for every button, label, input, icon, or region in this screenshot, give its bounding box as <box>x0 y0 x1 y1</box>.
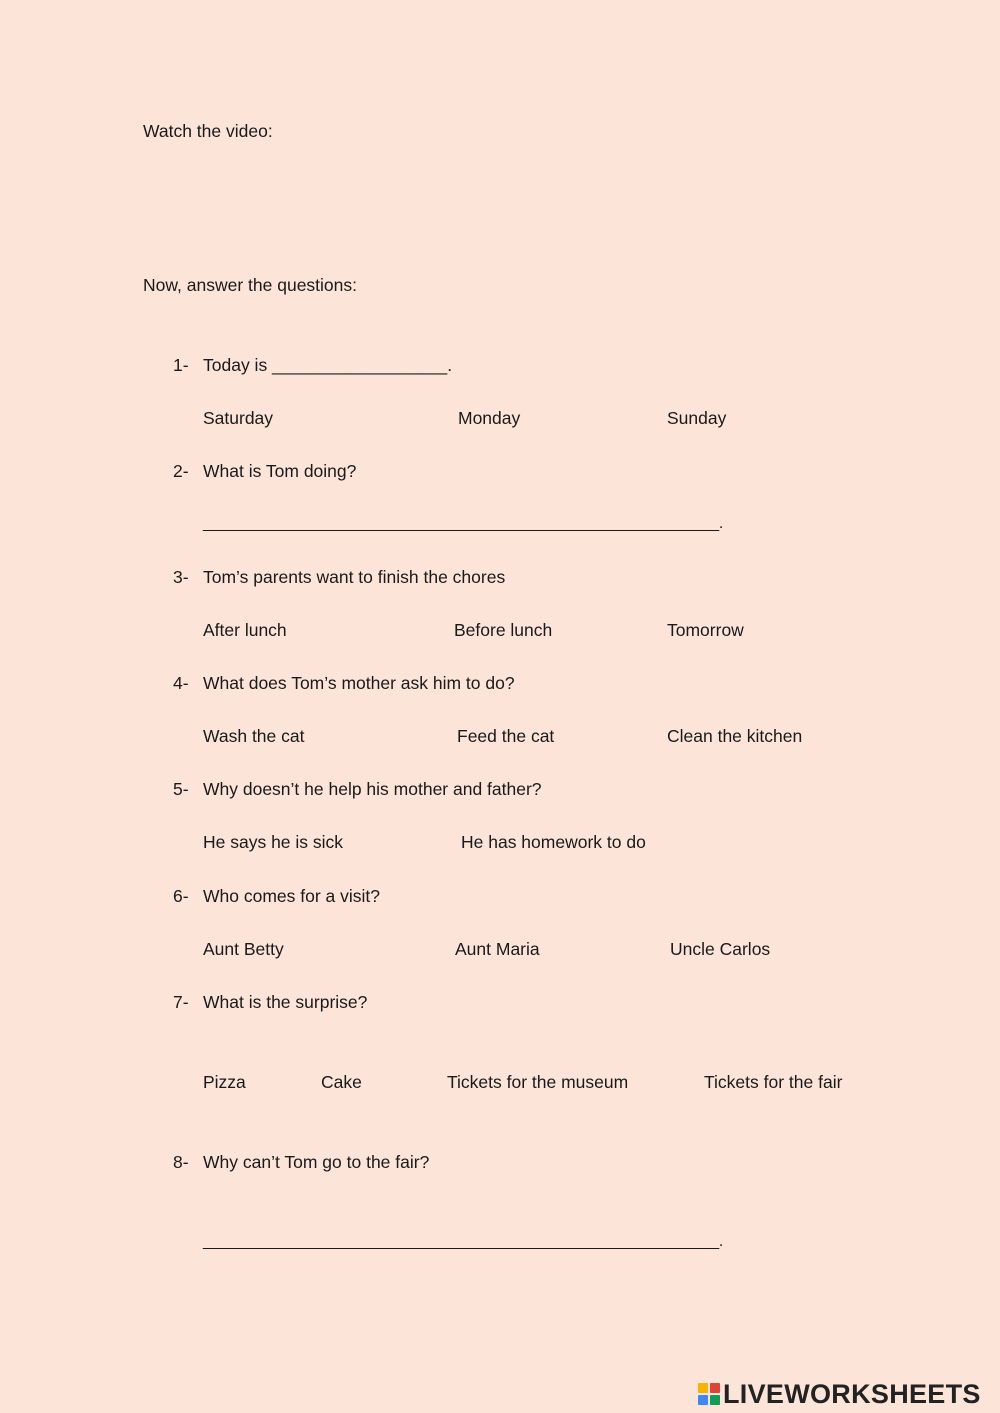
answer-questions-instruction: Now, answer the questions: <box>143 275 358 295</box>
question-6-option-3[interactable]: Uncle Carlos <box>670 939 771 959</box>
question-5-text: Why doesn’t he help his mother and father? <box>203 779 542 799</box>
question-2-number: 2- <box>173 461 189 481</box>
question-5-option-1[interactable]: He says he is sick <box>203 832 344 852</box>
question-1-option-1[interactable]: Saturday <box>203 408 274 428</box>
question-3-number: 3- <box>173 567 189 587</box>
question-3-option-2[interactable]: Before lunch <box>454 620 553 640</box>
question-3-text: Tom’s parents want to finish the chores <box>203 567 506 587</box>
question-7-option-2[interactable]: Cake <box>321 1072 362 1092</box>
question-4-option-3[interactable]: Clean the kitchen <box>667 726 803 746</box>
question-1-option-3[interactable]: Sunday <box>667 408 727 428</box>
question-8-answer-blank[interactable]: ____________________________________________________________. <box>203 1233 724 1250</box>
question-1-option-2[interactable]: Monday <box>458 408 521 428</box>
question-4-text: What does Tom’s mother ask him to do? <box>203 673 515 693</box>
question-2-text: What is Tom doing? <box>203 461 357 481</box>
question-4-option-2[interactable]: Feed the cat <box>457 726 555 746</box>
logo-square-1 <box>698 1383 708 1393</box>
question-6-option-1[interactable]: Aunt Betty <box>203 939 284 959</box>
question-6-number: 6- <box>173 886 189 906</box>
question-8-text: Why can’t Tom go to the fair? <box>203 1152 430 1172</box>
question-1-number: 1- <box>173 355 189 375</box>
logo-text: LIVEWORKSHEETS <box>723 1378 981 1409</box>
question-1-text: Today is __________________. <box>203 355 453 375</box>
question-6-option-2[interactable]: Aunt Maria <box>455 939 540 959</box>
question-4-number: 4- <box>173 673 189 693</box>
question-5-option-2[interactable]: He has homework to do <box>461 832 646 852</box>
question-8-number: 8- <box>173 1152 189 1172</box>
question-7-option-4[interactable]: Tickets for the fair <box>704 1072 843 1092</box>
question-7-option-1[interactable]: Pizza <box>203 1072 246 1092</box>
question-3-option-1[interactable]: After lunch <box>203 620 287 640</box>
question-6-text: Who comes for a visit? <box>203 886 380 906</box>
question-4-option-1[interactable]: Wash the cat <box>203 726 305 746</box>
logo-mark-icon <box>698 1383 720 1405</box>
question-3-option-3[interactable]: Tomorrow <box>667 620 744 640</box>
question-7-option-3[interactable]: Tickets for the museum <box>447 1072 629 1092</box>
logo-square-4 <box>710 1395 720 1405</box>
question-7-number: 7- <box>173 992 189 1012</box>
question-7-text: What is the surprise? <box>203 992 368 1012</box>
logo-square-2 <box>710 1383 720 1393</box>
watch-video-instruction: Watch the video: <box>143 121 273 141</box>
logo-square-3 <box>698 1395 708 1405</box>
question-5-number: 5- <box>173 779 189 799</box>
question-2-answer-blank[interactable]: ____________________________________________________________. <box>203 515 724 532</box>
liveworksheets-logo <box>698 1380 981 1408</box>
